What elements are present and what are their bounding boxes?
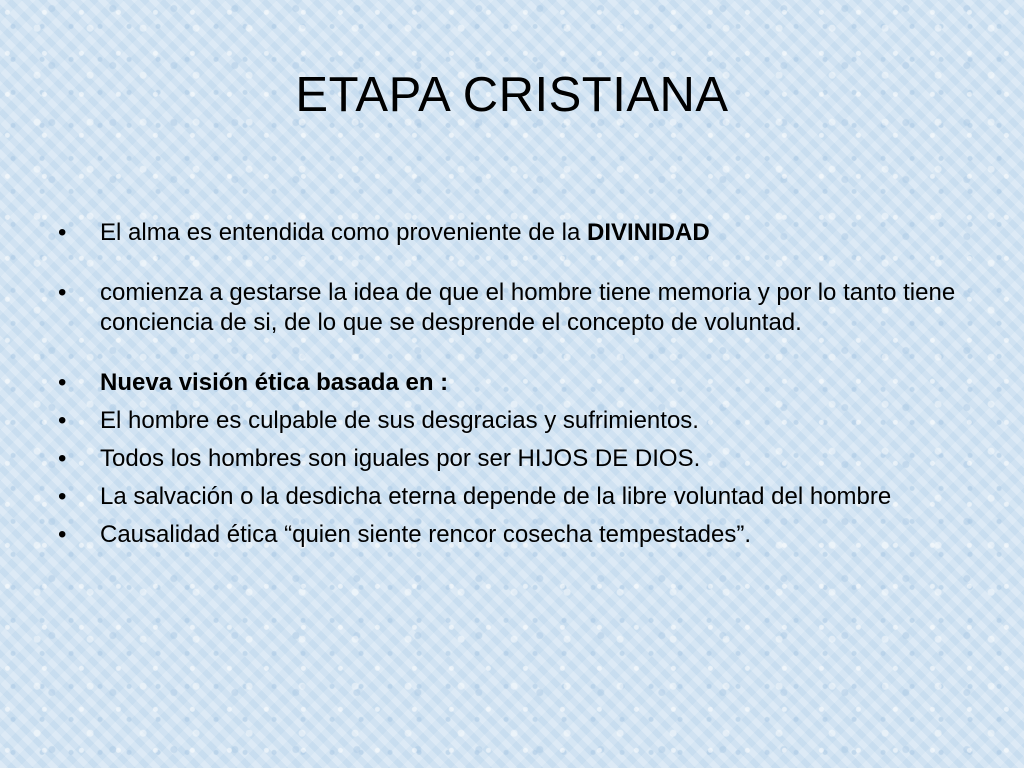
bullet-icon: • — [58, 445, 67, 472]
bullet-item-iguales — [58, 444, 958, 474]
bullet-text: comienza a gestarse la idea de que el hombre tiene memoria y por lo tanto tiene conciencia de si, de lo que se desprende el concepto de voluntad. — [100, 279, 956, 336]
bullet-list — [58, 218, 958, 550]
bullet-item-nueva-vision — [58, 368, 958, 398]
bullet-item-causalidad — [58, 520, 958, 550]
bullet-item-salvacion — [58, 482, 958, 512]
bullet-icon: • — [58, 279, 67, 306]
bullet-bold-text: DIVINIDAD — [586, 219, 710, 246]
bullet-bold-text: Nueva visión ética basada en : — [100, 369, 449, 396]
bullet-text: El hombre es culpable de sus desgracias y sufrimientos. — [100, 407, 699, 434]
bullet-text: El alma es entendida como proveniente de la — [100, 219, 587, 246]
slide-title: ETAPA CRISTIANA — [295, 68, 729, 122]
bullet-text: Todos los hombres son iguales por ser HIJOS DE DIOS. — [100, 445, 701, 472]
bullet-icon: • — [58, 483, 67, 510]
bullet-item-culpable — [58, 406, 958, 436]
bullet-item-memoria — [58, 278, 958, 338]
bullet-icon: • — [58, 219, 67, 246]
bullet-icon: • — [58, 407, 67, 434]
bullet-text: Causalidad ética “quien siente rencor cosecha tempestades”. — [100, 521, 752, 548]
bullet-icon: • — [58, 369, 67, 396]
bullet-text: La salvación o la desdicha eterna depende de la libre voluntad del hombre — [100, 483, 892, 510]
bullet-icon: • — [58, 521, 67, 548]
bullet-item-alma — [58, 218, 958, 248]
slide-content — [58, 218, 958, 550]
